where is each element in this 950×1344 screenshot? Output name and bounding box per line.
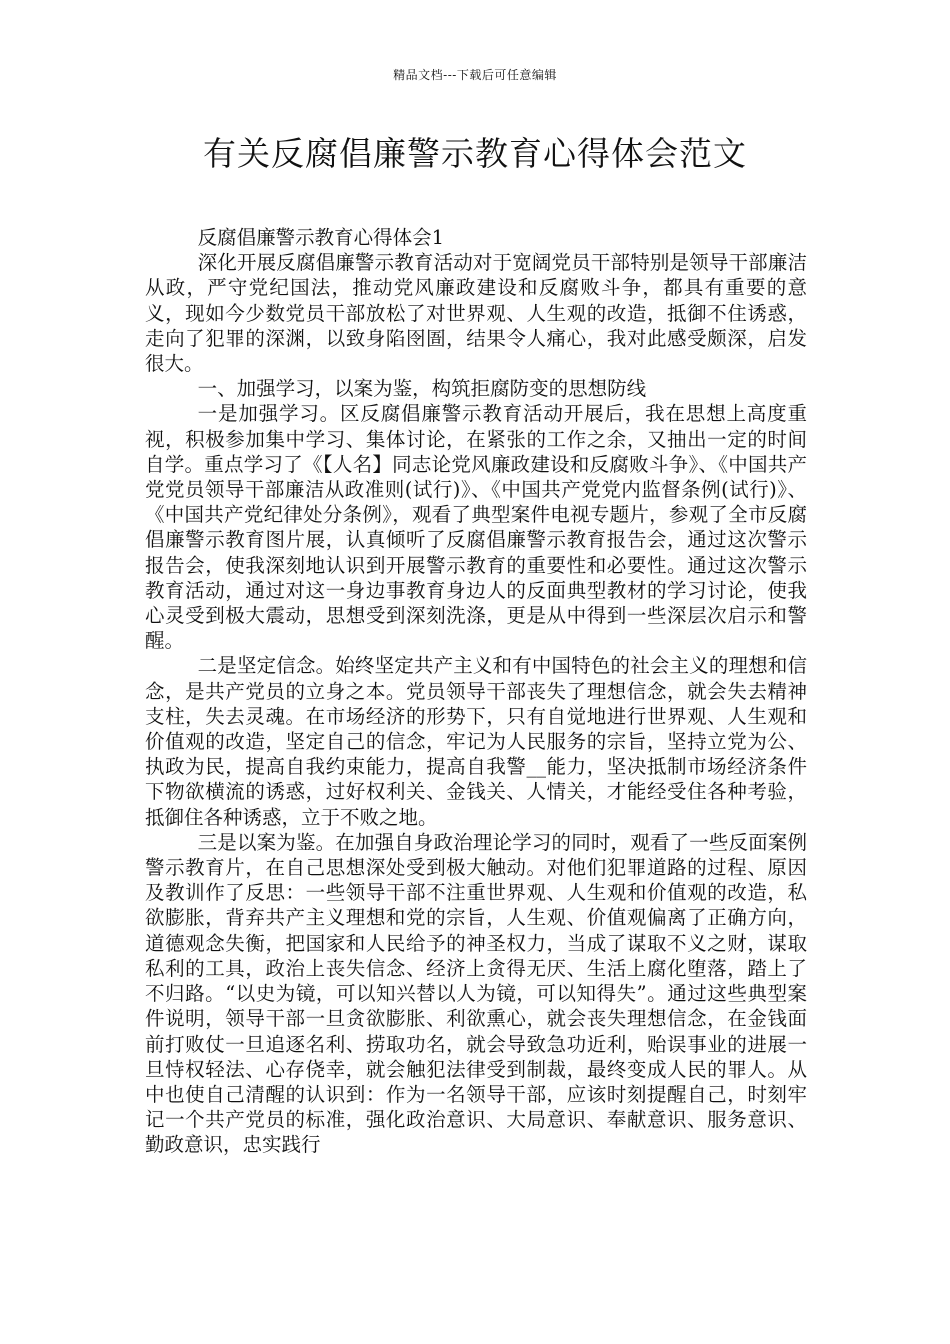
section-heading-1: 反腐倡廉警示教育心得体会1 [197,226,445,249]
body-paragraph: 深化开展反腐倡廉警示教育活动对于宽阔党员干部特别是领导干部廉洁从政，严守党纪国法，推动党风廉政建设和反腐败斗争，都具有重要的意义，现如今少数党员干部放松了对世界观、人生观的改造，抵御不住诱惑，走向了犯罪的深渊，以致身陷囹圄，结果令人痛心，我对此感受颇深，启发很大。 [145,251,807,376]
document-header-note: 精品文档---下载后可任意编辑 [393,68,557,82]
document-body [145,225,807,1158]
body-paragraph: 一是加强学习。区反腐倡廉警示教育活动开展后，我在思想上高度重视，积极参加集中学习、集体讨论，在紧张的工作之余，又抽出一定的时间自学。重点学习了《【人名】同志论党风廉政建设和反腐败斗争》、《中国共产党党员领导干部廉洁从政准则(试行)》、《中国共产党党内监督条例(试行)》、《中国共产党纪律处分条例》，观看了典型案件电视专题片，参观了全市反腐倡廉警示教育图片展，认真倾听了反腐倡廉警示教育报告会，通过这次警示报告会，使我深刻地认识到开展警示教育的重要性和必要性。通过这次警示教育活动，通过对这一身边事教育身边人的反面典型教材的学习讨论，使我心灵受到极大震动，思想受到深刻洗涤，更是从中得到一些深层次启示和警醒。 [145,402,807,653]
subsection-heading: 一、加强学习，以案为鉴，构筑拒腐防变的思想防线 [197,377,647,401]
body-paragraph: 三是以案为鉴。在加强自身政治理论学习的同时，观看了一些反面案例警示教育片，在自己思想深处受到极大触动。对他们犯罪道路的过程、原因及教训作了反思：一些领导干部不注重世界观、人生观和价值观的改造，私欲膨胀，背弃共产主义理想和党的宗旨，人生观、价值观偏离了正确方向，道德观念失衡，把国家和人民给予的神圣权力，当成了谋取不义之财，谋取私利的工具，政治上丧失信念、经济上贪得无厌、生活上腐化堕落，踏上了不归路。“以史为镜，可以知兴替以人为镜，可以知得失”。通过这些典型案件说明，领导干部一旦贪欲膨胀、利欲熏心，就会丧失理想信念，在金钱面前打败仗一旦追逐名利、捞取功名，就会导致急功近利，贻误事业的进展一旦恃权轻法、心存侥幸，就会触犯法律受到制裁，最终变成人民的罪人。从中也使自己清醒的认识到：作为一名领导干部，应该时刻提醒自己，时刻牢记一个共产党员的标准，强化政治意识、大局意识、奉献意识、服务意识、勤政意识，忠实践行 [145,830,807,1157]
document-title: 有关反腐倡廉警示教育心得体会范文 [203,134,747,173]
body-paragraph: 二是坚定信念。始终坚定共产主义和有中国特色的社会主义的理想和信念，是共产党员的立身之本。党员领导干部丧失了理想信念，就会失去精神支柱，失去灵魂。在市场经济的形势下，只有自觉地进行世界观、人生观和价值观的改造，坚定自己的信念，牢记为人民服务的宗旨，坚持立党为公、执政为民，提高自我约束能力，提高自我警__能力，坚决抵制市场经济条件下物欲横流的诱惑，过好权利关、金钱关、人情关，才能经受住各种考验，抵御住各种诱惑，立于不败之地。 [145,654,807,829]
